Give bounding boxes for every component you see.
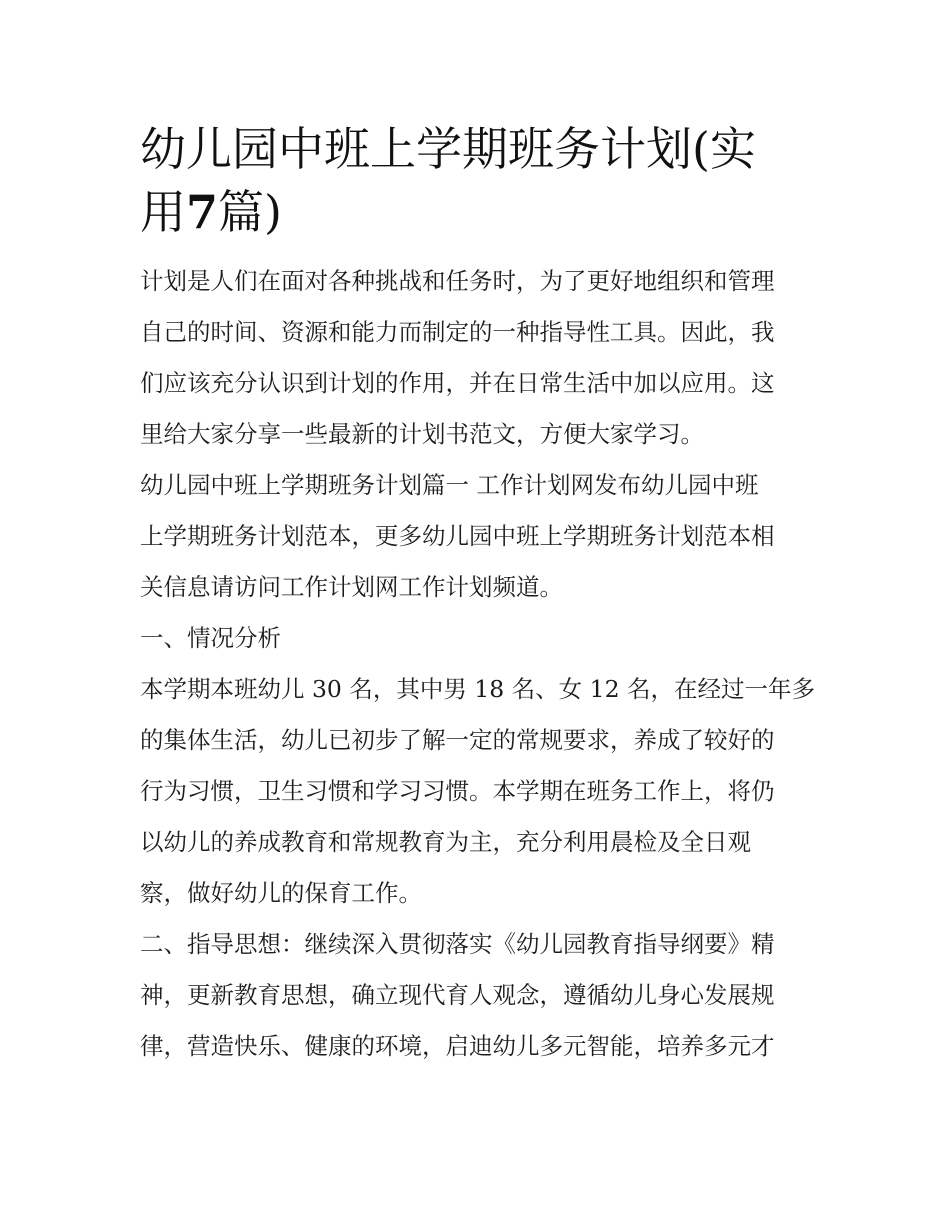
document-title [140,118,812,244]
text-line: 律，营造快乐、健康的环境，启迪幼儿多元智能，培养多元才 [140,1032,775,1060]
situation-paragraph [140,664,816,919]
text-line: 的集体生活，幼儿已初步了解一定的常规要求，养成了较好的 [140,726,775,754]
text-line: 里给大家分享一些最新的计划书范文，方便大家学习。 [140,420,704,448]
title-number: 7 [186,185,219,239]
text-line: 关信息请访问工作计划网工作计划频道。 [140,573,563,601]
text-line: 计划是人们在面对各种挑战和任务时，为了更好地组织和管理 [140,267,775,295]
guiding-principle-paragraph [140,919,812,1072]
text-line: 上学期班务计划范本，更多幼儿园中班上学期班务计划范本相 [140,522,775,550]
text-line: 自己的时间、资源和能力而制定的一种指导性工具。因此，我 [140,318,775,346]
document-content [140,118,816,1072]
text-line: 察，做好幼儿的保育工作。 [140,879,422,907]
intro-paragraph [140,256,812,460]
title-text: 篇) [218,185,282,239]
text-line: 神，更新教育思想，确立现代育人观念，遵循幼儿身心发展规 [140,981,775,1009]
section-heading-situation [140,613,812,664]
text-line: 行为习惯，卫生习惯和学习习惯。本学期在班务工作上，将仍 [140,777,775,805]
title-line: 幼儿园中班上学期班务计划(实 [140,122,756,176]
text-line: 本学期本班幼儿 30 名，其中男 18 名、女 12 名，在经过一年多 [140,675,816,703]
title-text: 用 [140,185,186,239]
text-line: 一、情况分析 [140,624,281,652]
document-body [140,256,816,1072]
text-line: 幼儿园中班上学期班务计划篇一 工作计划网发布幼儿园中班 [140,471,759,499]
text-line: 以幼儿的养成教育和常规教育为主，充分利用晨检及全日观 [140,828,751,856]
text-line: 二、指导思想：继续深入贯彻落实《幼儿园教育指导纲要》精 [140,930,775,958]
chapter-one-paragraph [140,460,812,613]
title-line [140,181,812,244]
text-line: 们应该充分认识到计划的作用，并在日常生活中加以应用。这 [140,369,775,397]
